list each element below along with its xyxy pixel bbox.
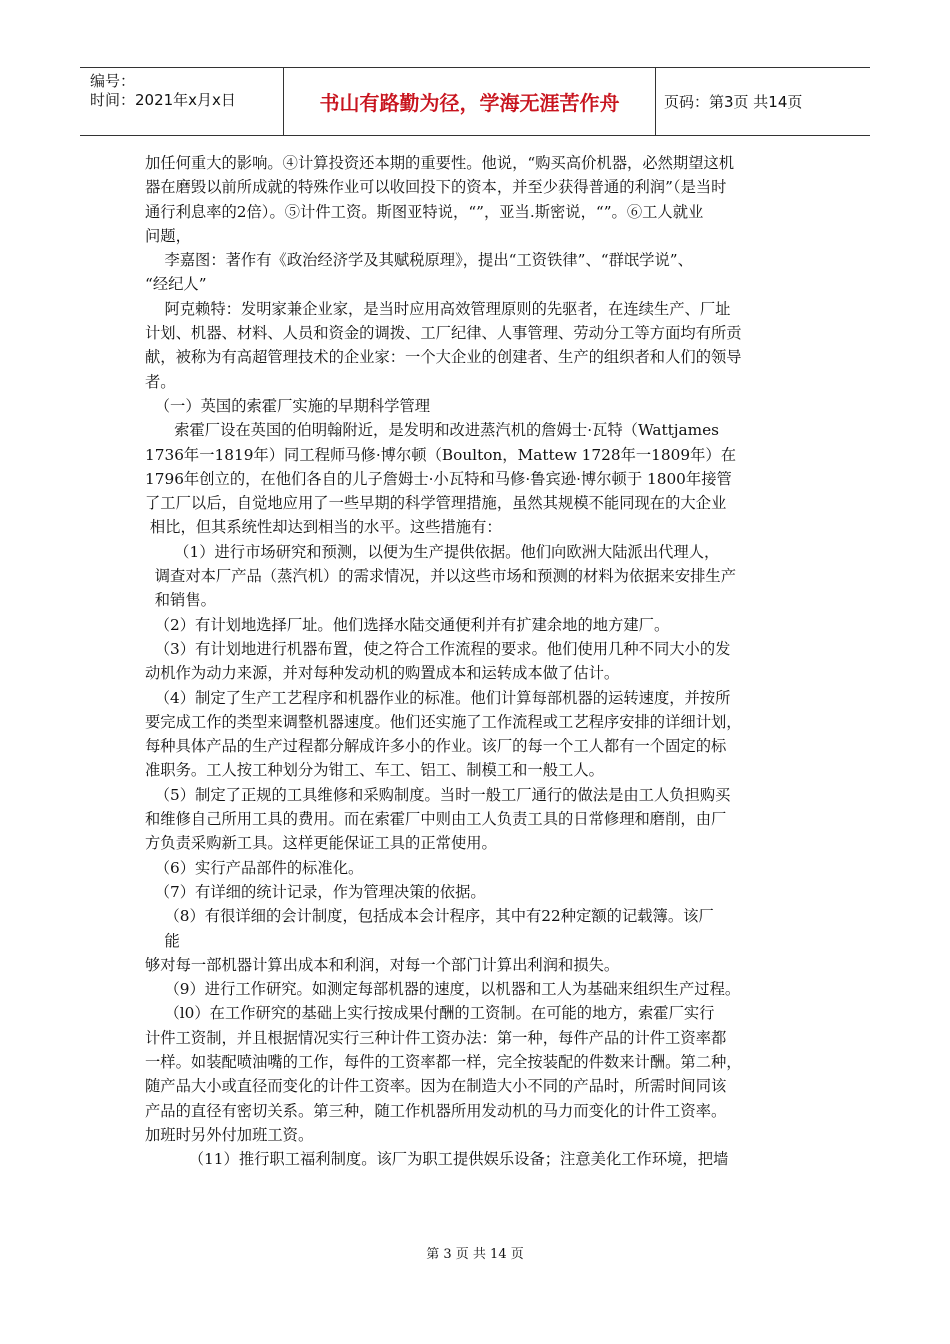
body-text-line: 了工厂以后，自觉地应用了一些早期的科学管理措施，虽然其规模不能同现在的大企业 (145, 494, 727, 513)
body-text-line: 加任何重大的影响。④计算投资还本期的重要性。他说，“购买高价机器，必然期望这机 (145, 154, 735, 172)
body-text-line: 者。 (145, 372, 176, 391)
document-date-label: 时间：2021年x月x日 (90, 91, 236, 109)
body-text-line: 加班时另外付加班工资。 (145, 1125, 314, 1144)
body-text-line: 李嘉图：著作有《政治经济学及其赋税原理》，提出“工资铁律”、“群氓学说”、 (145, 251, 693, 270)
body-text-line: （l0）在工作研究的基础上实行按成果付酬的工资制。在可能的地方，索霍厂实行 (145, 1004, 715, 1023)
body-text-line: （3）有计划地进行机器布置，使之符合工作流程的要求。他们使用几种不同大小的发 (145, 639, 731, 658)
body-text-line: 1796年创立的，在他们各自的儿子詹姆士·小瓦特和马修·鲁宾逊·博尔顿于 1800年接管 (145, 469, 732, 488)
body-text-line: 问题， (145, 226, 191, 245)
body-text-line: 器在磨毁以前所成就的特殊作业可以收回投下的资本，并至少获得普通的利润”（是当时 (145, 178, 727, 197)
body-text-line: （8）有很详细的会计制度，包括成本会计程序，其中有22种定额的记载簿。该厂 (145, 907, 714, 926)
page-footer: 第 3 页 共 14 页 (426, 1247, 524, 1262)
body-text-line: （6）实行产品部件的标准化。 (145, 858, 364, 877)
body-text-line: 要完成工作的类型来调整机器速度。他们还实施了工作流程或工艺程序安排的详细计划， (145, 712, 742, 731)
body-text-line: （1）进行市场研究和预测，以便为生产提供依据。他们向欧洲大陆派出代理人， (145, 542, 720, 561)
body-text-line: 索霍厂设在英国的伯明翰附近，是发明和改进蒸汽机的詹姆士·瓦特（Wattjames (145, 421, 720, 440)
body-text-line: 计件工资制，并且根据情况实行三种计件工资办法：第一种，每件产品的计件工资率都 (145, 1028, 727, 1047)
header-meta (80, 68, 283, 135)
body-text-line: 和维修自己所用工具的费用。而在索霍厂中则由工人负责工具的日常修理和磨削，由厂 (145, 810, 727, 829)
body-text-line: 产品的直径有密切关系。第三种，随工作机器所用发动机的马力而变化的计件工资率。 (145, 1101, 727, 1120)
body-text-line: （9）进行工作研究。如测定每部机器的速度，以机器和工人为基础来组织生产过程。 (145, 980, 741, 999)
body-text-line: 一样。如装配喷油嘴的工作，每件的工资率都一样，完全按装配的件数来计酬。第二种， (145, 1052, 742, 1071)
body-text-line: 和销售。 (145, 591, 216, 610)
body-text-line: 阿克赖特：发明家兼企业家，是当时应用高效管理原则的先驱者，在连续生产、厂址 (145, 299, 731, 318)
body-text-line: 1736年一1819年）同工程师马修·博尔顿（Boulton，Mattew 1728年一1809年）在 (145, 445, 737, 464)
body-text-line: 动机作为动力来源，并对每种发动机的购置成本和运转成本做了估计。 (145, 664, 620, 683)
body-text-line: （11）推行职工福利制度。该厂为职工提供娱乐设备；注意美化工作环境，把墙 (145, 1150, 729, 1169)
body-text-line: （7）有详细的统计记录，作为管理决策的依据。 (145, 882, 486, 901)
header-motto: 书山有路勤为径，学海无涯苦作舟 (283, 68, 656, 135)
body-text-line: （一）英国的索霍厂实施的早期科学管理 (145, 396, 431, 415)
body-text-line: 调查对本厂产品（蒸汽机）的需求情况，并以这些市场和预测的材料为依据来安排生产 (145, 567, 737, 586)
body-text-line: 方负责采购新工具。这样更能保证工具的正常使用。 (145, 834, 497, 853)
document-body (145, 151, 805, 1171)
body-text-line: （4）制定了生产工艺程序和机器作业的标准。他们计算每部机器的运转速度，并按所 (145, 688, 731, 707)
document-number-label: 编号： (90, 72, 136, 90)
body-text-line: 能 (145, 931, 180, 950)
body-text-line: 献，被称为有高超管理技术的企业家：一个大企业的创建者、生产的组织者和人们的领导 (145, 348, 742, 367)
body-text-line: 够对每一部机器计算出成本和利润，对每一个部门计算出利润和损失。 (145, 955, 620, 974)
body-text-line: “经纪人” (145, 275, 207, 294)
body-text-line: 通行利息率的2倍）。⑤计件工资。斯图亚特说，“”，亚当.斯密说，“”。⑥工人就业 (145, 202, 704, 221)
body-text-line: （5）制定了正规的工具维修和采购制度。当时一般工厂通行的做法是由工人负担购买 (145, 785, 731, 804)
body-text-line: （2）有计划地选择厂址。他们选择水陆交通便利并有扩建余地的地方建厂。 (145, 615, 670, 634)
body-text-line: 每种具体产品的生产过程都分解成许多小的作业。该厂的每一个工人都有一个固定的标 (145, 737, 727, 756)
body-text-line: 准职务。工人按工种划分为钳工、车工、铝工、制模工和一般工人。 (145, 761, 604, 780)
body-text-line: 随产品大小或直径而变化的计件工资率。因为在制造大小不同的产品时，所需时间同该 (145, 1077, 727, 1096)
header-page-number: 页码：第3页 共14页 (664, 93, 803, 111)
body-text-line: 相比，但其系统性却达到相当的水平。这些措施有： (145, 518, 502, 537)
body-text-line: 计划、机器、材料、人员和资金的调拨、工厂纪律、人事管理、劳动分工等方面均有所贡 (145, 324, 742, 343)
page-header (80, 67, 870, 136)
